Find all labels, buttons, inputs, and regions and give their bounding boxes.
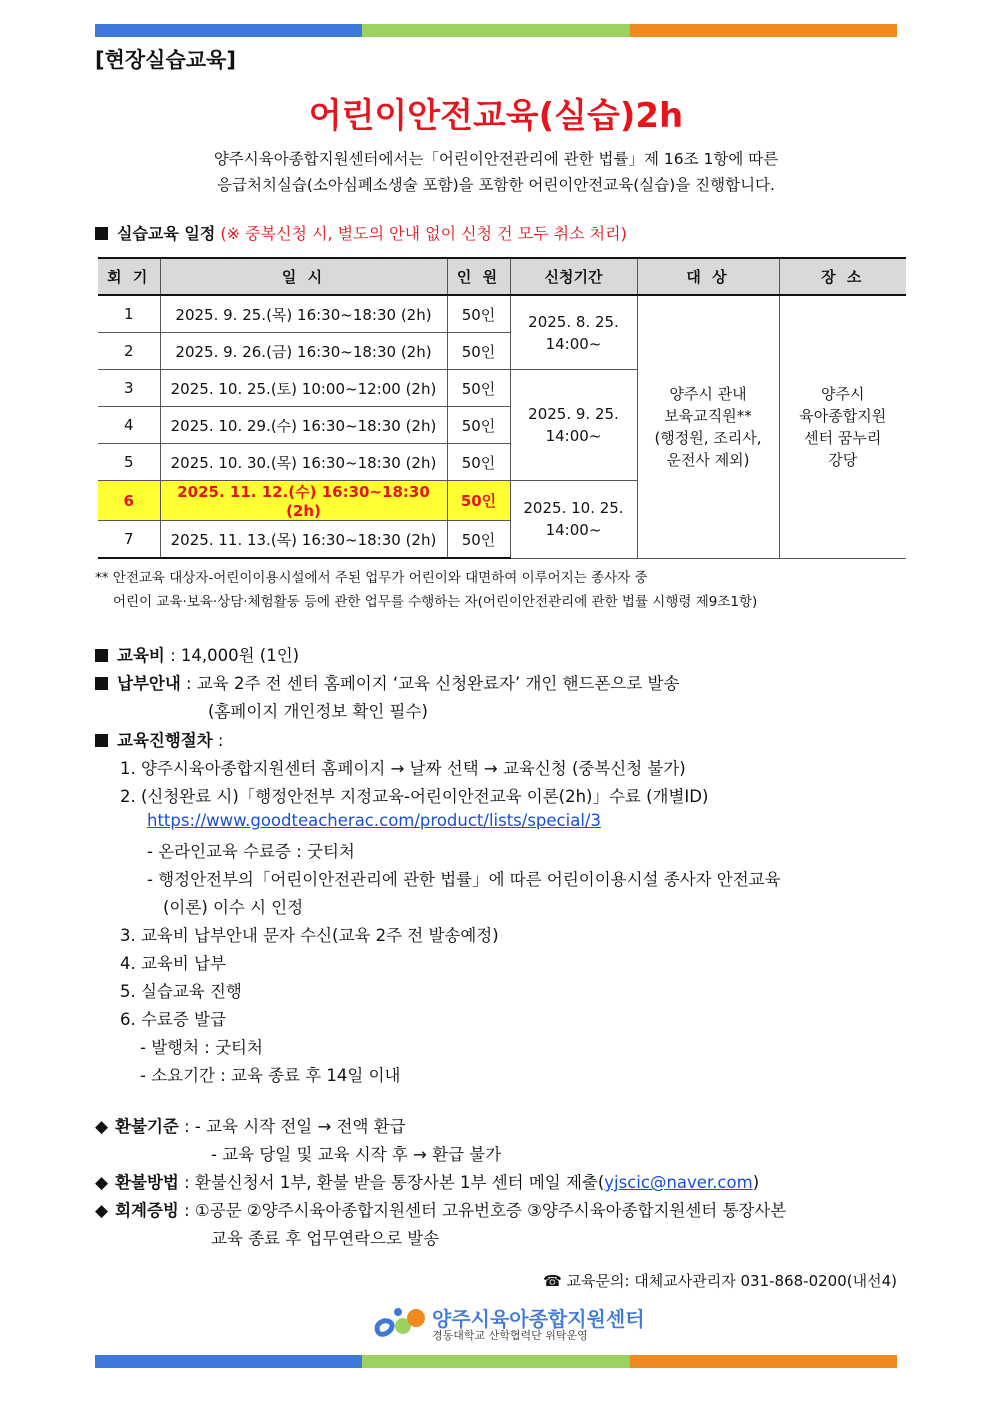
accounting-line (95, 1197, 786, 1221)
payment-text: : 교육 2주 전 센터 홈페이지 ‘교육 신청완료자’ 개인 핸드폰으로 발송 (186, 674, 680, 693)
schedule-title: 실습교육 일정 (117, 224, 216, 243)
row-session: 5 (98, 444, 160, 481)
footnote-line-1: ** 안전교육 대상자-어린이이용시설에서 주된 업무가 어린이와 대면하여 이루어지는 종사자 중 (95, 570, 648, 586)
fee-line (95, 642, 299, 666)
section-label: [현장실습교육] (95, 48, 236, 72)
col-header-period: 신청기간 (510, 258, 637, 295)
payment-note: (홈페이지 개인정보 확인 필수) (208, 702, 428, 721)
accounting-label: 회계증빙 (115, 1201, 179, 1220)
row-count: 50인 (447, 370, 510, 407)
row-datetime: 2025. 10. 30.(목) 16:30~18:30 (2h) (160, 444, 447, 481)
row-datetime: 2025. 11. 13.(목) 16:30~18:30 (2h) (160, 521, 447, 559)
center-logo-icon (372, 1302, 430, 1342)
refund-method-line: ◆ 환불방법 : 환불신청서 1부, 환불 받을 통장사본 1부 센터 메일 제출(yjscic@naver.com) (95, 1173, 760, 1193)
accounting-text-1: : ①공문 ②양주시육아종합지원센터 고유번호증 ③양주시육아종합지원센터 통장사본 (184, 1201, 787, 1220)
top-color-bar (95, 24, 897, 37)
fee-text: : 14,000원 (1인) (170, 646, 300, 665)
intro-line-1: 양주시육아종합지원센터에서는「어린이안전관리에 관한 법률」제 16조 1항에 따른 (213, 150, 779, 168)
target-cell: 양주시 관내 보육교직원** (행정원, 조리사, 운전사 제외) (637, 295, 779, 558)
schedule-note: (※ 중복신청 시, 별도의 안내 없이 신청 건 모두 취소 처리) (220, 224, 627, 243)
application-period: 2025. 9. 25. 14:00~ (510, 370, 637, 481)
procedure-step-6-a: - 발행처 : 굿티처 (140, 1038, 263, 1057)
row-datetime: 2025. 9. 26.(금) 16:30~18:30 (2h) (160, 333, 447, 370)
intro-line-2: 응급처치실습(소아심폐소생술 포함)을 포함한 어린이안전교육(실습)을 진행합니다. (217, 176, 775, 194)
goodteacher-link[interactable]: https://www.goodteacherac.com/product/lists/special/3 (147, 811, 601, 830)
col-header-session: 회 기 (98, 258, 160, 295)
row-count: 50인 (447, 481, 510, 521)
row-datetime: 2025. 10. 29.(수) 16:30~18:30 (2h) (160, 407, 447, 444)
row-count: 50인 (447, 295, 510, 333)
procedure-step-4: 4. 교육비 납부 (120, 954, 226, 973)
row-datetime: 2025. 9. 25.(목) 16:30~18:30 (2h) (160, 295, 447, 333)
email-link[interactable]: yjscic@naver.com (604, 1173, 753, 1192)
application-period: 2025. 8. 25. 14:00~ (510, 295, 637, 370)
procedure-step-6: 6. 수료증 발급 (120, 1010, 226, 1029)
center-logo-name: 양주시육아종합지원센터 (432, 1307, 645, 1331)
square-bullet-icon (95, 227, 108, 240)
table-row (98, 295, 906, 333)
schedule-heading (95, 221, 627, 244)
square-bullet-icon (95, 734, 108, 747)
row-count: 50인 (447, 444, 510, 481)
procedure-step-2-b-cont: (이론) 이수 시 인정 (163, 898, 304, 917)
place-cell: 양주시 육아종합지원 센터 꿈누리 강당 (779, 295, 906, 558)
procedure-step-5: 5. 실습교육 진행 (120, 982, 242, 1001)
col-header-target: 대 상 (637, 258, 779, 295)
procedure-step-1: 1. 양주시육아종합지원센터 홈페이지 → 날짜 선택 → 교육신청 (중복신청 불가) (120, 759, 686, 778)
procedure-step-2-b: - 행정안전부의「어린이안전관리에 관한 법률」에 따른 어린이이용시설 종사자 안전교육 (147, 870, 781, 889)
accounting-text-2: 교육 종료 후 업무연락으로 발송 (211, 1229, 440, 1248)
refund-line (95, 1113, 406, 1137)
application-period: 2025. 10. 25. 14:00~ (510, 481, 637, 559)
col-header-place: 장 소 (779, 258, 906, 295)
procedure-step-6-b: - 소요기간 : 교육 종료 후 14일 이내 (140, 1066, 401, 1085)
row-session: 2 (98, 333, 160, 370)
footnote (95, 566, 757, 614)
row-count: 50인 (447, 521, 510, 559)
diamond-bullet-icon: ◆ (95, 1117, 109, 1137)
row-count: 50인 (447, 407, 510, 444)
table-header-row (98, 258, 906, 295)
page-title: 어린이안전교육(실습)2h (308, 96, 684, 136)
row-datetime: 2025. 11. 12.(수) 16:30~18:30 (2h) (160, 481, 447, 521)
contact-info: ☎ 교육문의: 대체교사관리자 031-868-0200(내선4) (543, 1272, 897, 1290)
square-bullet-icon (95, 649, 108, 662)
procedure-step-3: 3. 교육비 납부안내 문자 수신(교육 2주 전 발송예정) (120, 926, 499, 945)
row-count: 50인 (447, 333, 510, 370)
payment-label: 납부안내 (117, 674, 181, 693)
row-session: 1 (98, 295, 160, 333)
payment-line (95, 670, 679, 694)
diamond-bullet-icon: ◆ (95, 1201, 109, 1221)
square-bullet-icon (95, 677, 108, 690)
refund-method-label: 환불방법 (115, 1173, 179, 1192)
refund-text-1: : - 교육 시작 전일 → 전액 환급 (184, 1117, 406, 1136)
fee-label: 교육비 (117, 646, 165, 665)
row-session: 7 (98, 521, 160, 559)
refund-label: 환불기준 (115, 1117, 179, 1136)
procedure-step-2: 2. (신청완료 시)「행정안전부 지정교육-어린이안전교육 이론(2h)」수료 (개별ID) (120, 787, 709, 806)
diamond-bullet-icon: ◆ (95, 1173, 109, 1193)
row-session: 6 (98, 481, 160, 521)
col-header-count: 인 원 (447, 258, 510, 295)
row-session: 3 (98, 370, 160, 407)
procedure-label: 교육진행절차 (117, 731, 213, 750)
row-session: 4 (98, 407, 160, 444)
col-header-datetime: 일 시 (160, 258, 447, 295)
bottom-color-bar (95, 1355, 897, 1368)
refund-text-2: - 교육 당일 및 교육 시작 후 → 환급 불가 (211, 1145, 502, 1164)
center-logo-sub: 경동대학교 산학협력단 위탁운영 (432, 1329, 588, 1342)
footnote-line-2: 어린이 교육·보육·상담·체험활동 등에 관한 업무를 수행하는 자(어린이안전관리에 관한 법률 시행령 제9조1항) (113, 594, 758, 610)
row-datetime: 2025. 10. 25.(토) 10:00~12:00 (2h) (160, 370, 447, 407)
intro-text (0, 146, 992, 198)
procedure-step-2-a: - 온라인교육 수료증 : 굿티처 (147, 842, 355, 861)
procedure-heading: 교육진행절차 : (95, 727, 223, 751)
schedule-table (98, 257, 906, 559)
